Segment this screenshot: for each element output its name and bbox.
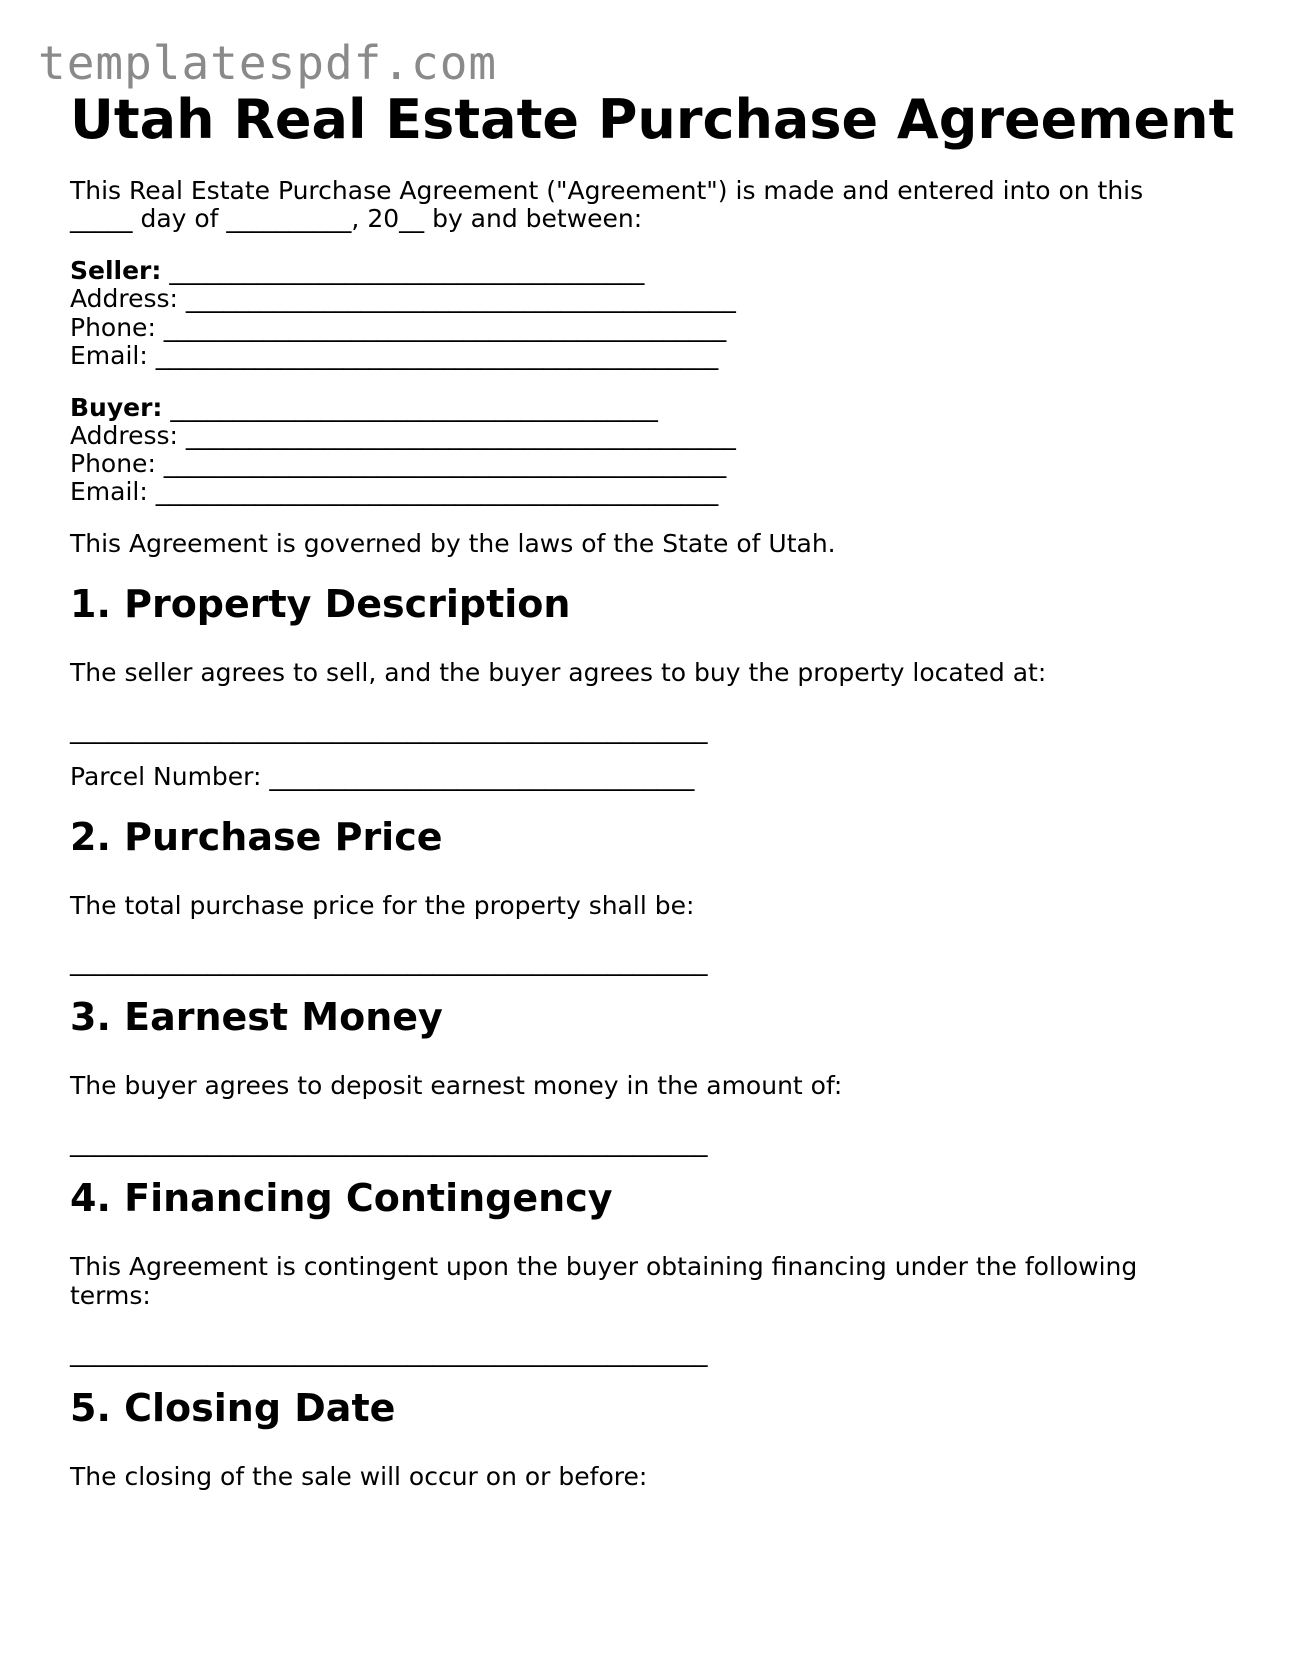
watermark: templatespdf.com (38, 36, 498, 90)
property-address-field[interactable]: ___________________________________________________ (70, 715, 708, 744)
buyer-phone-field[interactable]: Phone: _____________________________________________ (70, 449, 727, 478)
seller-label: Seller: (70, 256, 162, 285)
section-2-text: The total purchase price for the property shall be: (70, 891, 695, 920)
seller-name-field[interactable]: ______________________________________ (161, 256, 645, 285)
section-1-heading: 1. Property Description (70, 582, 571, 626)
seller-address-field[interactable]: Address: ____________________________________________ (70, 284, 736, 313)
governing-law-text: This Agreement is governed by the laws of the State of Utah. (70, 529, 836, 558)
seller-name-row (70, 256, 644, 286)
seller-phone-field[interactable]: Phone: _____________________________________________ (70, 313, 727, 342)
section-4-text-line-1: This Agreement is contingent upon the buyer obtaining financing under the following (70, 1252, 1138, 1281)
buyer-name-row (70, 393, 658, 423)
section-5-heading: 5. Closing Date (70, 1386, 396, 1430)
section-4-text-line-2: terms: (70, 1281, 151, 1310)
buyer-label: Buyer: (70, 393, 163, 422)
intro-line-1: This Real Estate Purchase Agreement ("Agreement") is made and entered into on this (70, 176, 1144, 205)
document-title: Utah Real Estate Purchase Agreement (70, 88, 1235, 151)
buyer-email-field[interactable]: Email: _____________________________________________ (70, 477, 719, 506)
section-4-heading: 4. Financing Contingency (70, 1176, 613, 1220)
section-1-text: The seller agrees to sell, and the buyer agrees to buy the property located at: (70, 658, 1047, 687)
earnest-money-field[interactable]: ___________________________________________________ (70, 1128, 708, 1157)
buyer-address-field[interactable]: Address: ____________________________________________ (70, 421, 736, 450)
parcel-number-field[interactable]: Parcel Number: __________________________________ (70, 762, 695, 791)
seller-email-field[interactable]: Email: _____________________________________________ (70, 341, 719, 370)
purchase-price-field[interactable]: ___________________________________________________ (70, 947, 708, 976)
section-3-heading: 3. Earnest Money (70, 995, 443, 1039)
section-5-text: The closing of the sale will occur on or before: (70, 1462, 648, 1491)
section-3-text: The buyer agrees to deposit earnest money in the amount of: (70, 1071, 843, 1100)
intro-line-2: _____ day of __________, 20__ by and between: (70, 204, 643, 233)
financing-terms-field[interactable]: ___________________________________________________ (70, 1338, 708, 1367)
section-2-heading: 2. Purchase Price (70, 815, 443, 859)
buyer-name-field[interactable]: _______________________________________ (162, 393, 658, 422)
